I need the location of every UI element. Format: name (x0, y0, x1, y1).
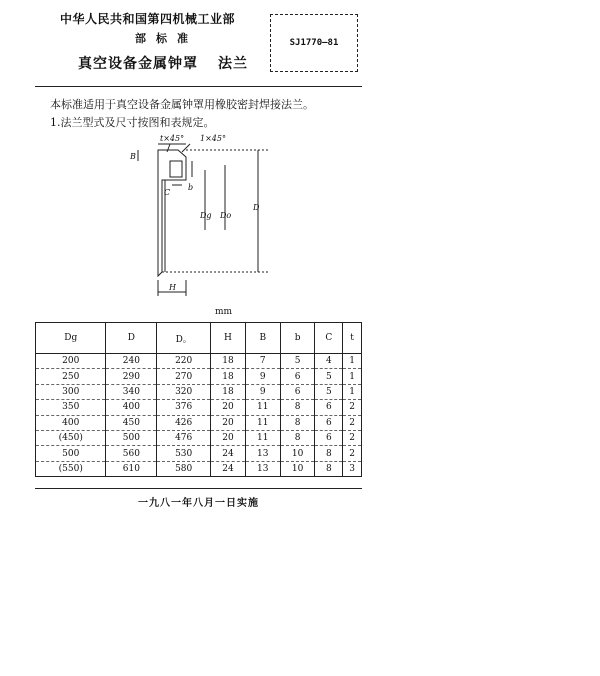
cell: 11 (245, 430, 280, 445)
cell: 350 (36, 400, 106, 415)
cell: 18 (211, 384, 246, 399)
label-D: D (253, 203, 260, 212)
cell: 320 (157, 384, 211, 399)
unit-label: mm (215, 307, 233, 317)
table-header-row (36, 323, 362, 354)
cell: 500 (36, 446, 106, 461)
cell: 6 (280, 384, 315, 399)
chamfer-label-2: 1×45° (200, 134, 226, 143)
table-row (36, 369, 362, 384)
cell: 5 (315, 369, 343, 384)
cell: 8 (315, 461, 343, 476)
cell: 5 (315, 384, 343, 399)
label-C: C (164, 188, 171, 197)
col-header-H: H (211, 323, 246, 354)
cell: 560 (106, 446, 157, 461)
cell: 376 (157, 400, 211, 415)
cell: 11 (245, 400, 280, 415)
cell: 476 (157, 430, 211, 445)
cell: 7 (245, 354, 280, 369)
cell: 610 (106, 461, 157, 476)
cell: 1 (343, 354, 362, 369)
cell: 13 (245, 461, 280, 476)
col-header-b: b (280, 323, 315, 354)
cell: 8 (280, 400, 315, 415)
label-Do: Do (220, 211, 232, 220)
title-sub: 法兰 (218, 56, 248, 72)
cell: 8 (280, 430, 315, 445)
cell: 20 (211, 430, 246, 445)
cell: 290 (106, 369, 157, 384)
chamfer-leader-right (182, 144, 190, 152)
cell: 250 (36, 369, 106, 384)
cell: 8 (315, 446, 343, 461)
cell: 300 (36, 384, 106, 399)
cell: 18 (211, 354, 246, 369)
table-row (36, 400, 362, 415)
cell: 13 (245, 446, 280, 461)
cell: 6 (315, 415, 343, 430)
cell: 220 (157, 354, 211, 369)
cell: 18 (211, 369, 246, 384)
table-row (36, 461, 362, 476)
cell: 270 (157, 369, 211, 384)
label-b: b (188, 183, 194, 192)
table-row (36, 354, 362, 369)
clause-1: 1.法兰型式及尺寸按图和表规定。 (50, 116, 215, 129)
cell: 2 (343, 400, 362, 415)
standard-type: 部标准 (135, 32, 198, 45)
cell: 5 (280, 354, 315, 369)
col-header-D: D (106, 323, 157, 354)
cell: 6 (315, 430, 343, 445)
cell: 9 (245, 384, 280, 399)
cell: 340 (106, 384, 157, 399)
col-header-t: t (343, 323, 362, 354)
cell: 6 (280, 369, 315, 384)
cell: 24 (211, 446, 246, 461)
cell: 2 (343, 446, 362, 461)
col-header-C: C (315, 323, 343, 354)
title-main: 真空设备金属钟罩 (78, 56, 198, 72)
cell: (450) (36, 430, 106, 445)
flange-cross-section-diagram (120, 130, 280, 302)
col-header-B: B (245, 323, 280, 354)
cell: 580 (157, 461, 211, 476)
cell: 1 (343, 369, 362, 384)
cell: 240 (106, 354, 157, 369)
cell: 6 (315, 400, 343, 415)
footer-rule (35, 488, 362, 489)
label-B: B (130, 152, 136, 161)
chamfer-leader-left (167, 144, 170, 152)
dimensions-table (35, 322, 362, 477)
label-Dg: Dg (200, 211, 212, 220)
cell: 530 (157, 446, 211, 461)
ministry-name: 中华人民共和国第四机械工业部 (60, 12, 236, 26)
cell: 2 (343, 415, 362, 430)
cell: 1 (343, 384, 362, 399)
cell: 20 (211, 415, 246, 430)
cell: 3 (343, 461, 362, 476)
document-title (78, 53, 248, 73)
cell: 2 (343, 430, 362, 445)
table-row (36, 415, 362, 430)
label-H: H (169, 283, 176, 292)
cell: 10 (280, 461, 315, 476)
cell: (550) (36, 461, 106, 476)
cell: 11 (245, 415, 280, 430)
cell: 450 (106, 415, 157, 430)
chamfer-label-1: t×45° (160, 134, 185, 143)
cell: 426 (157, 415, 211, 430)
table-row (36, 430, 362, 445)
intro-paragraph: 本标准适用于真空设备金属钟罩用橡胶密封焊接法兰。 (50, 98, 314, 111)
cell: 20 (211, 400, 246, 415)
header-rule (35, 86, 362, 87)
seal-groove (170, 161, 182, 177)
cell: 4 (315, 354, 343, 369)
cell: 400 (36, 415, 106, 430)
col-header-Dg: Dg (36, 323, 106, 354)
col-header-Do: D。 (157, 323, 211, 354)
table-row (36, 384, 362, 399)
cell: 8 (280, 415, 315, 430)
cell: 24 (211, 461, 246, 476)
effective-date: 一九八一年八月一日实施 (138, 498, 259, 509)
standard-code: SJ1770—81 (289, 38, 339, 48)
table-row (36, 446, 362, 461)
cell: 400 (106, 400, 157, 415)
cell: 10 (280, 446, 315, 461)
cell: 200 (36, 354, 106, 369)
cell: 500 (106, 430, 157, 445)
cell: 9 (245, 369, 280, 384)
